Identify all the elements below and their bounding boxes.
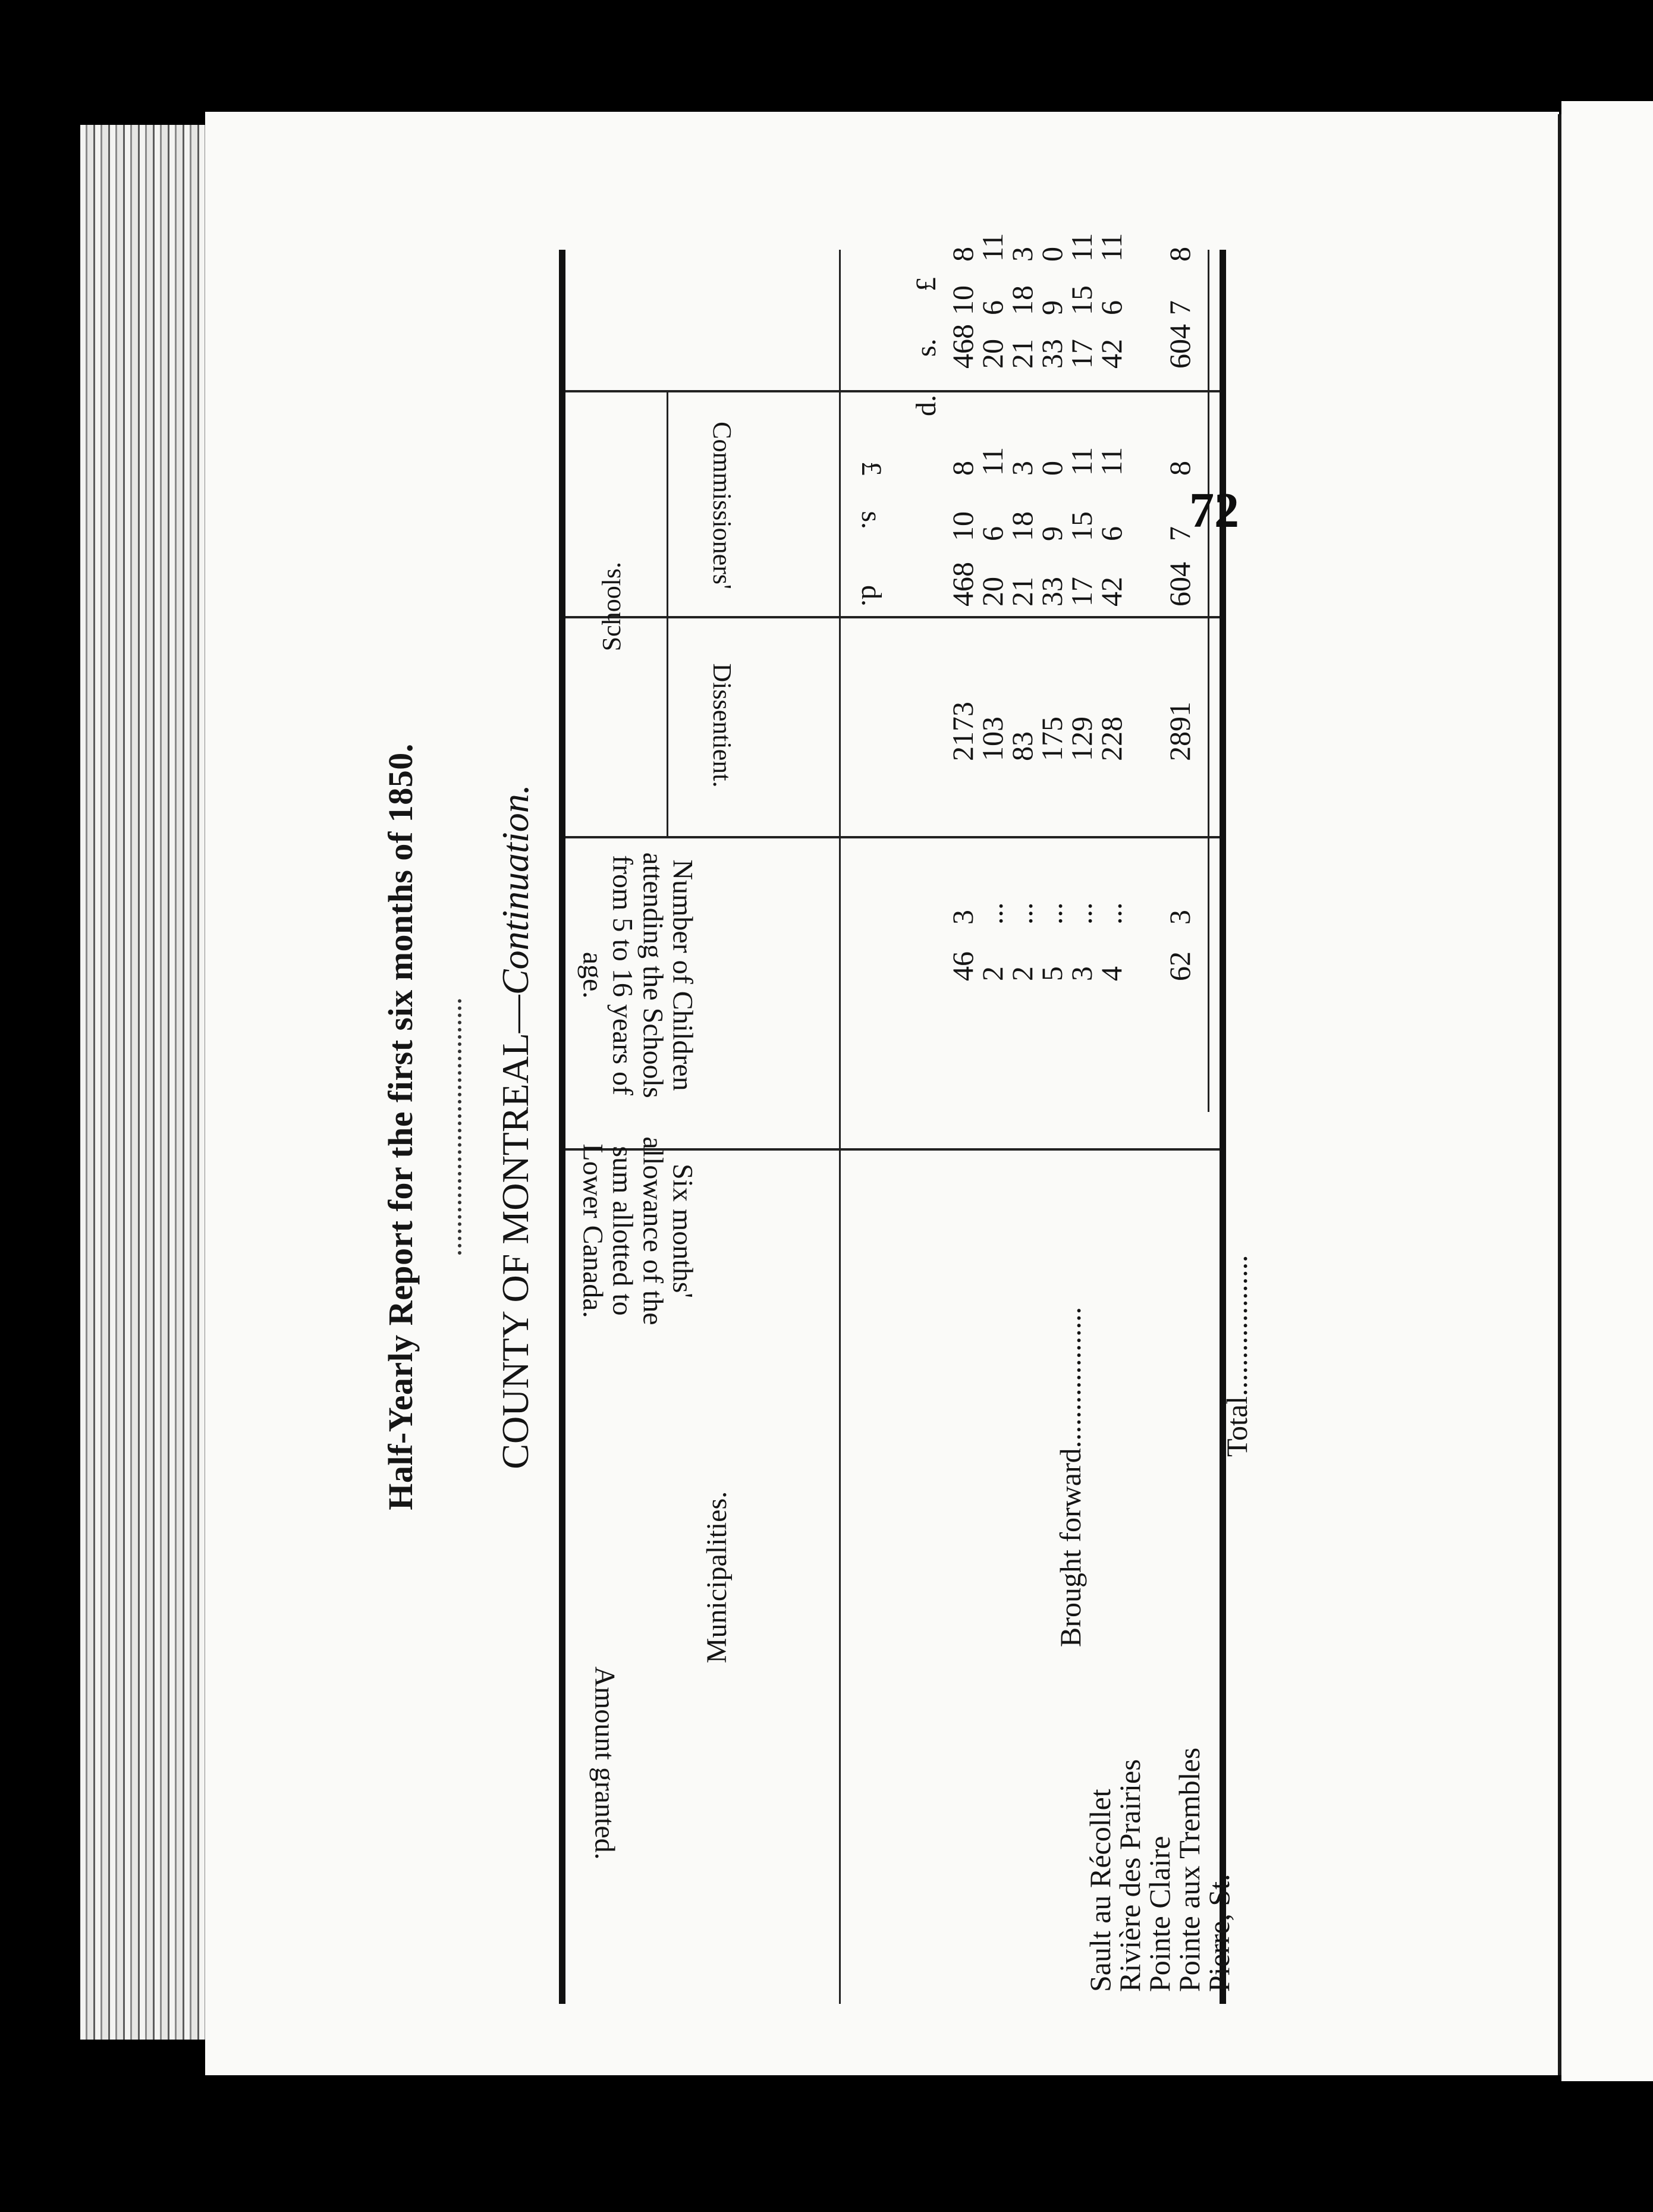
cell-rows-3-dissentient: ... [1065, 902, 1098, 925]
rotated-table-page [381, 250, 1253, 2004]
cell-rows-3-children: 129 [1065, 717, 1098, 761]
cell-rows-1-amount-2: 3 [1005, 247, 1039, 262]
cell-rows-0-allowance-1: 6 [976, 526, 1009, 541]
cell-total-amount-1: 7 [1163, 300, 1196, 315]
cell-rows-0-amount-2: 11 [976, 232, 1009, 262]
schools-mid [565, 616, 1220, 618]
cell-brought_forward-amount-2: 8 [946, 247, 979, 262]
row-label-pointe-claire: Pointe Claire [1143, 1836, 1176, 1992]
header-allowance: Six months' allowance of the sum allotted to Lower Canada. [577, 1136, 699, 1325]
facing-page [1561, 101, 1653, 2087]
cell-rows-0-amount-0: 20 [976, 339, 1009, 369]
cell-rows-1-dissentient: ... [1005, 902, 1039, 925]
cell-rows-2-children: 175 [1035, 717, 1069, 761]
schools-subrule [667, 392, 668, 838]
cell-rows-0-amount-1: 6 [976, 300, 1009, 315]
total-rule [1208, 250, 1209, 1112]
cell-rows-4-children: 228 [1095, 717, 1128, 761]
allowance-pence-symbol: d. [856, 585, 887, 607]
cell-rows-3-allowance-0: 17 [1065, 577, 1098, 607]
cell-rows-3-amount-2: 11 [1065, 232, 1098, 262]
cell-rows-1-commissioners: 2 [1005, 966, 1039, 981]
cell-rows-0-commissioners: 2 [976, 966, 1009, 981]
cell-total-dissentient: 3 [1163, 910, 1196, 925]
header-amount: Amount granted. [589, 1666, 621, 1860]
cell-rows-1-amount-0: 21 [1005, 339, 1039, 369]
cell-brought_forward-commissioners: 46 [946, 951, 979, 981]
row-label-sault-au-recollet: Sault au Récollet [1083, 1789, 1117, 1992]
cell-rows-1-amount-1: 18 [1005, 285, 1039, 315]
cell-rows-1-children: 83 [1005, 731, 1039, 761]
cell-rows-2-allowance-0: 33 [1035, 577, 1069, 607]
cell-rows-0-children: 103 [976, 717, 1009, 761]
row-label-riviere-des-prairies: Rivière des Prairies [1113, 1759, 1146, 1992]
amount-pound-symbol: £ [910, 277, 942, 291]
cell-rows-1-allowance-2: 3 [1005, 461, 1039, 476]
cell-total-amount-0: 604 [1163, 324, 1196, 369]
cell-brought_forward-amount-0: 468 [946, 324, 979, 369]
cell-rows-4-allowance-2: 11 [1095, 447, 1128, 476]
cell-total-children: 2891 [1163, 702, 1196, 761]
col-sep-4 [565, 390, 1220, 392]
report-title: Half-Yearly Report for the first six months of 1850. [381, 743, 420, 1510]
returns-table [559, 250, 1253, 2004]
amount-shilling-symbol: s. [910, 338, 942, 357]
header-rule [839, 250, 841, 2004]
brought-forward-label: Brought forward................... [1054, 1306, 1087, 1647]
cell-total-allowance-0: 604 [1163, 562, 1196, 607]
cell-rows-1-allowance-0: 21 [1005, 577, 1039, 607]
cell-rows-4-amount-2: 11 [1095, 232, 1128, 262]
cell-rows-4-dissentient: ... [1095, 902, 1128, 925]
header-municipalities: Municipalities. [701, 1491, 733, 1664]
allowance-shilling-symbol: s. [856, 511, 887, 529]
cell-rows-3-amount-1: 15 [1065, 285, 1098, 315]
cell-brought_forward-children: 2173 [946, 702, 979, 761]
cell-total-commissioners: 62 [1163, 951, 1196, 981]
page-stack-edge [80, 125, 223, 2040]
title-divider [458, 999, 461, 1255]
header-dissentient: Dissentient. [708, 663, 737, 788]
cell-brought_forward-amount-1: 10 [946, 285, 979, 315]
allowance-pound-symbol: £ [856, 461, 887, 476]
page-number: 72 [1189, 483, 1239, 538]
cell-rows-4-allowance-1: 6 [1095, 526, 1128, 541]
cell-rows-3-commissioners: 3 [1065, 966, 1098, 981]
cell-rows-3-allowance-1: 15 [1065, 511, 1098, 541]
cell-rows-1-allowance-1: 18 [1005, 511, 1039, 541]
cell-rows-3-amount-0: 17 [1065, 339, 1098, 369]
cell-rows-2-commissioners: 5 [1035, 966, 1069, 981]
row-label-pointe-aux-trembles: Pointe aux Trembles [1173, 1747, 1206, 1992]
cell-brought_forward-dissentient: 3 [946, 910, 979, 925]
cell-brought_forward-allowance-2: 8 [946, 461, 979, 476]
cell-rows-3-allowance-2: 11 [1065, 447, 1098, 476]
header-schools: Schools. [597, 561, 626, 652]
cell-rows-0-allowance-2: 11 [976, 447, 1009, 476]
amount-pence-symbol: d. [910, 395, 942, 416]
cell-brought_forward-allowance-1: 10 [946, 511, 979, 541]
header-commissioners: Commissioners' [708, 422, 737, 589]
scan-border [0, 2081, 1653, 2212]
cell-brought_forward-allowance-0: 468 [946, 562, 979, 607]
cell-rows-2-dissentient: ... [1035, 902, 1069, 925]
cell-rows-2-allowance-2: 0 [1035, 461, 1069, 476]
cell-rows-0-allowance-0: 20 [976, 577, 1009, 607]
county-subtitle: Continuation. [494, 784, 536, 995]
cell-rows-4-allowance-0: 42 [1095, 577, 1128, 607]
cell-total-allowance-2: 8 [1163, 461, 1196, 476]
cell-rows-2-amount-2: 0 [1035, 247, 1069, 262]
cell-rows-2-amount-1: 9 [1035, 300, 1069, 315]
col-sep-2 [565, 836, 1220, 838]
cell-rows-0-dissentient: ... [976, 902, 1009, 925]
cell-total-allowance-1: 7 [1163, 526, 1196, 541]
header-children: Number of Children attending the Schools from 5 to 16 years of age. [577, 852, 699, 1098]
total-label: Total................... [1220, 1255, 1253, 1457]
row-label-pierre-st: Pierre, St. [1202, 1874, 1236, 1992]
cell-total-amount-2: 8 [1163, 247, 1196, 262]
cell-rows-4-commissioners: 4 [1095, 966, 1128, 981]
cell-rows-4-amount-1: 6 [1095, 300, 1128, 315]
cell-rows-4-amount-0: 42 [1095, 339, 1128, 369]
cell-rows-2-allowance-1: 9 [1035, 526, 1069, 541]
county-title: COUNTY OF MONTREAL—Continuation. [494, 784, 536, 1469]
cell-rows-2-amount-0: 33 [1035, 339, 1069, 369]
